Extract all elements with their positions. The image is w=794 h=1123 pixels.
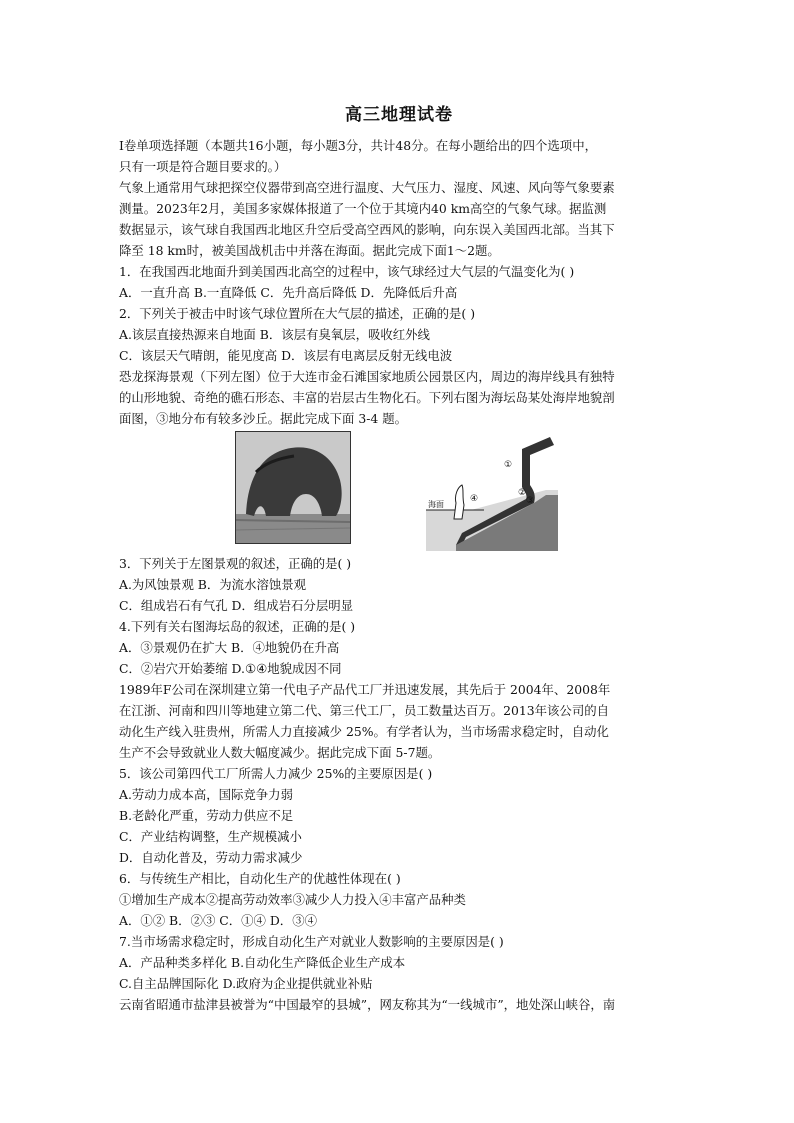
question-4: 4.下列有关右图海坛岛的叙述，正确的是( ) xyxy=(119,619,356,634)
question-2-options: A.该层直接热源来自地面 B．该层有臭氧层，吸收红外线 xyxy=(119,327,430,342)
question-6-items: ①增加生产成本②提高劳动效率③减少人力投入④丰富产品种类 xyxy=(119,892,466,907)
coast-profile-svg xyxy=(426,433,558,551)
marker-3: ③ xyxy=(526,496,535,506)
marker-1: ① xyxy=(504,460,513,470)
exam-page xyxy=(119,100,679,1015)
question-5-option-c: C．产业结构调整，生产规模减小 xyxy=(119,829,302,844)
question-4-options: C．②岩穴开始萎缩 D.①④地貌成因不同 xyxy=(119,661,342,676)
question-5-option-d: D．自动化普及，劳动力需求减少 xyxy=(119,850,303,865)
question-5: 5．该公司第四代工厂所需人力减少 25%的主要原因是( ) xyxy=(119,766,433,781)
text-line: 恐龙探海景观（下列左图）位于大连市金石滩国家地质公园景区内，周边的海岸线具有独特 xyxy=(119,369,615,384)
text-line: I卷单项选择题（本题共16小题，每小题3分，共计48分。在每小题给出的四个选项中， xyxy=(119,138,597,153)
rock-arch-image xyxy=(236,432,350,543)
question-3-options: C．组成岩石有气孔 D．组成岩石分层明显 xyxy=(119,598,353,613)
sea-label: 海面 xyxy=(428,500,444,509)
text-line: 只有一项是符合题目要求的。） xyxy=(119,159,287,174)
text-line: 气象上通常用气球把探空仪器带到高空进行温度、大气压力、湿度、风速、风向等气象要素 xyxy=(119,180,615,195)
question-5-option-b: B.老龄化严重，劳动力供应不足 xyxy=(119,808,294,823)
question-2-options: C．该层天气晴朗，能见度高 D．该层有电离层反射无线电波 xyxy=(119,348,453,363)
question-3: 3．下列关于左图景观的叙述，正确的是( ) xyxy=(119,556,352,571)
question-7-options: C.自主品牌国际化 D.政府为企业提供就业补贴 xyxy=(119,976,373,991)
question-2: 2．下列关于被击中时该气球位置所在大气层的描述，正确的是( ) xyxy=(119,306,476,321)
question-7-options: A．产品种类多样化 B.自动化生产降低企业生产成本 xyxy=(119,955,406,970)
question-3-options: A.为风蚀景观 B．为流水溶蚀景观 xyxy=(119,577,307,592)
text-line: 的山形地貌、奇绝的礁石形态、丰富的岩层古生物化石。下列右图为海坛岛某处海岸地貌剖 xyxy=(119,390,615,405)
text-block-top xyxy=(119,135,679,429)
figures-row xyxy=(119,431,679,551)
question-7: 7.当市场需求稳定时，形成自动化生产对就业人数影响的主要原因是( ) xyxy=(119,934,504,949)
question-6: 6．与传统生产相比，自动化生产的优越性体现在( ) xyxy=(119,871,401,886)
text-line: 在江浙、河南和四川等地建立第二代、第三代工厂，员工数量达百万。2013年该公司的自 xyxy=(119,703,609,718)
marker-2: ② xyxy=(518,488,527,498)
text-line: 1989年F公司在深圳建立第一代电子产品代工厂并迅速发展，其先后于 2004年、2008年 xyxy=(119,682,611,697)
text-line: 生产不会导致就业人数大幅度减少。据此完成下面 5-7题。 xyxy=(119,745,441,760)
question-5-option-a: A.劳动力成本高，国际竞争力弱 xyxy=(119,787,293,802)
question-6-options: A．①② B．②③ C．①④ D．③④ xyxy=(119,913,317,928)
text-line: 动化生产线入驻贵州，所需人力直接减少 25%。有学者认为，当市场需求稳定时，自动化 xyxy=(119,724,609,739)
sea-arch-photo xyxy=(235,431,351,544)
text-line: 云南省昭通市盐津县被誉为“中国最窄的县城”，网友称其为“一线城市”，地处深山峡谷，南 xyxy=(119,997,616,1012)
question-4-options: A．③景观仍在扩大 B．④地貌仍在升高 xyxy=(119,640,340,655)
question-1: 1．在我国西北地面升到美国西北高空的过程中，该气球经过大气层的气温变化为( ) xyxy=(119,264,575,279)
text-line: 测量。2023年2月，美国多家媒体报道了一个位于其境内40 km高空的气象气球。据监测 xyxy=(119,201,607,216)
page-title: 高三地理试卷 xyxy=(345,105,453,125)
text-line: 数据显示，该气球自我国西北地区升空后受高空西风的影响，向东误入美国西北部。当其下 xyxy=(119,222,615,237)
marker-4: ④ xyxy=(470,494,479,504)
coast-profile-diagram xyxy=(426,433,558,551)
text-line: 面图，③地分布有较多沙丘。据此完成下面 3-4 题。 xyxy=(119,411,408,426)
question-1-options: A．一直升高 B.一直降低 C．先升高后降低 D．先降低后升高 xyxy=(119,285,458,300)
text-line: 降至 18 km时，被美国战机击中并落在海面。据此完成下面1～2题。 xyxy=(119,243,500,258)
text-block-bottom xyxy=(119,553,679,1015)
